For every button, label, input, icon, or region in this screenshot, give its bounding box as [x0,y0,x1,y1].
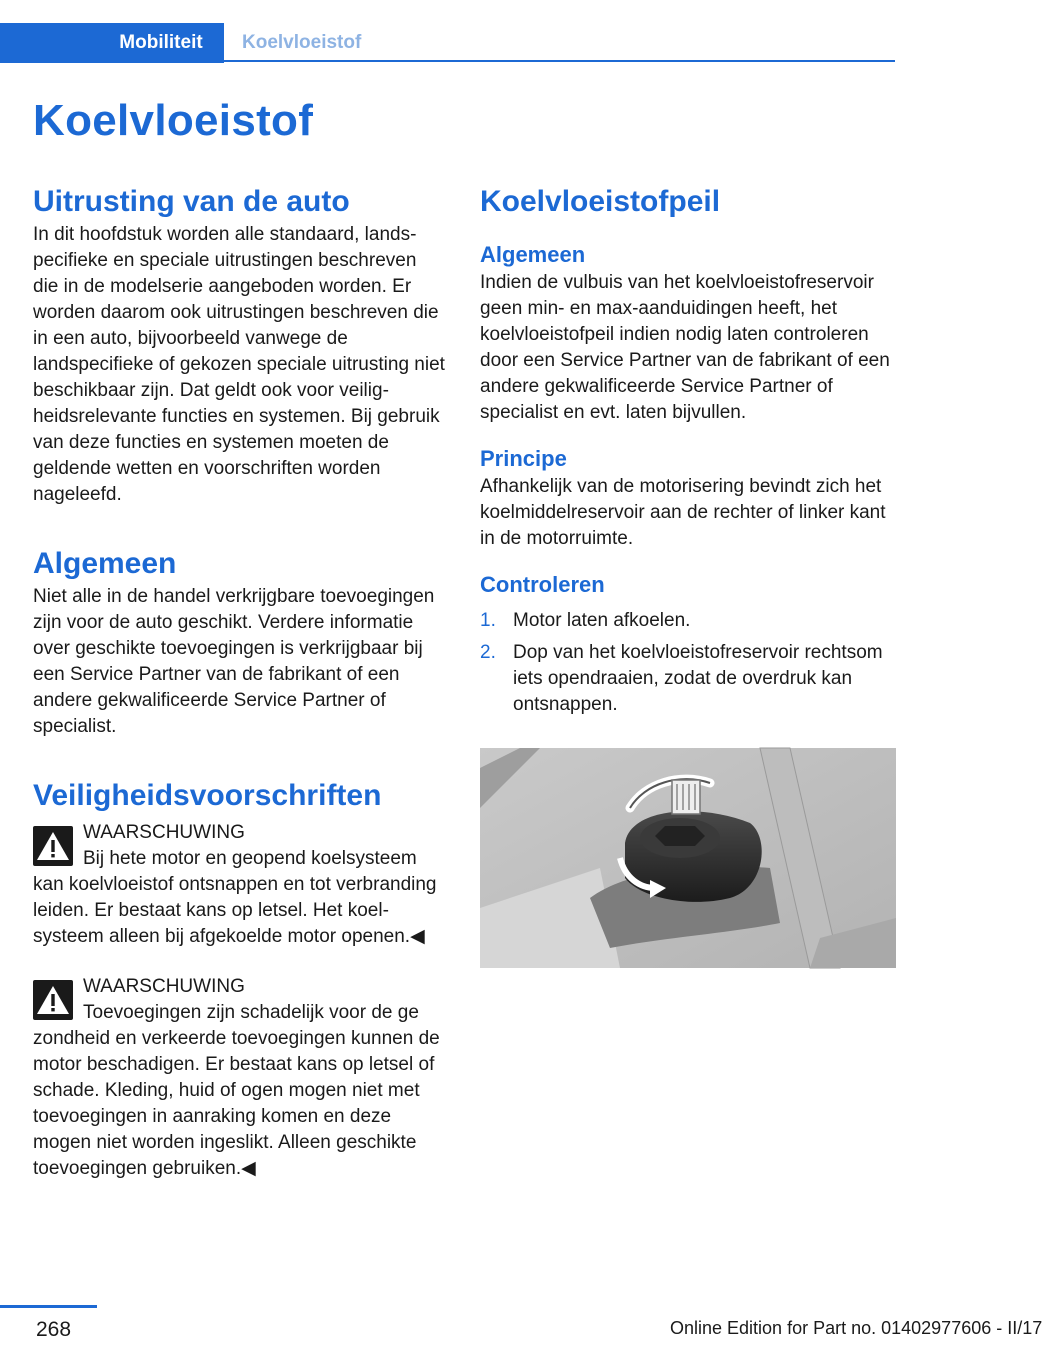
tab-mobiliteit[interactable]: Mobiliteit [98,23,224,63]
general-paragraph: Indien de vulbuis van het koelvloeistofreservoir geen min- en max-aanduidingen heeft, het koelvloeistofpeil indien nodig laten controleren door een Service Partner van de fabrikant of een andere gekwalificeerde Service Partner of specialist en evt. laten bijvullen. [480,272,890,423]
header-tabbar [0,23,895,63]
subheading-general: Algemeen [480,242,586,267]
edition-label: Online Edition for Part no. 01402977606 - II/17 [670,1318,1042,1338]
principle-paragraph: Afhankelijk van de motorisering bevindt zich het koelmiddelreservoir aan de rechter of linker kant in de motorruimte. [480,476,886,549]
general-paragraph: Niet alle in de handel verkrijgbare toevoegingen zijn voor de auto geschikt. Verdere informatie over geschikte toevoegingen is verkrijgbaar bij een Service Partner van de fabrikant of een andere gekwalificeerde Service Partner of specialist. [33,586,435,737]
section-heading-general: Algemeen [33,547,177,580]
subheading-principle: Principe [480,446,567,471]
page-number: 268 [36,1318,72,1341]
warning-icon [33,826,73,866]
right-column [480,182,896,973]
header-divider [224,60,895,62]
left-column [33,182,447,1182]
warning-text-first: Toevoegingen zijn schadelijk voor de ge [83,1002,419,1023]
list-item [480,640,896,718]
header-accent-block [0,23,98,63]
coolant-reservoir-photo [480,748,896,968]
subheading-check: Controleren [480,572,605,597]
check-steps-list [480,608,896,718]
step-number: 2. [480,642,496,663]
tab-koelvloeistof[interactable]: Koelvloeistof [242,32,362,53]
warning-text: zondheid en verkeerde toevoegingen kunnen de motor beschadigen. Er bestaat kans op letsel of schade. Kleding, huid of ogen mogen niet met toevoegingen in aanraking komen en deze mogen niet worden ingeslikt. Alleen geschikte toevoegingen gebruiken.◀ [33,1028,440,1179]
step-text: Dop van het koelvloeistofreservoir rechtsom iets opendraaien, zodat de overdruk kan ontsnappen. [513,642,883,715]
section-heading-equipment: Uitrusting van de auto [33,185,350,218]
section-heading-safety: Veiligheidsvoorschriften [33,779,382,812]
warning-text: kan koelvloeistof ontsnappen en tot verbranding leiden. Er bestaat kans op letsel. Het koelsysteem alleen bij afgekoelde motor openen.◀ [33,874,437,947]
warning-icon [33,980,73,1020]
footer-accent-bar [0,1305,97,1308]
warning-block [33,974,447,1182]
warning-text-first: Bij hete motor en geopend koelsysteem [83,848,417,869]
warning-label: WAARSCHUWING [83,822,245,843]
step-text: Motor laten afkoelen. [513,610,691,631]
warning-label: WAARSCHUWING [83,976,245,997]
warning-block [33,820,447,950]
step-number: 1. [480,610,496,631]
equipment-paragraph: In dit hoofdstuk worden alle standaard, landspecifieke en speciale uitrustingen beschreven die in de modelserie aangeboden worden. Er worden daarom ook uitrustingen beschreven die in een auto, bijvoorbeeld vanwege de landspecifieke of gekozen speciale uitrusting niet beschikbaar zijn. Dat geldt ook voor veiligheidsrelevante functies en systemen. Bij gebruik van deze functies en systemen moeten de geldende wetten en voorschriften worden nageleefd. [33,224,445,505]
section-heading-coolant-level: Koelvloeistofpeil [480,185,721,218]
page-title: Koelvloeistof [33,96,314,145]
list-item [480,608,896,634]
